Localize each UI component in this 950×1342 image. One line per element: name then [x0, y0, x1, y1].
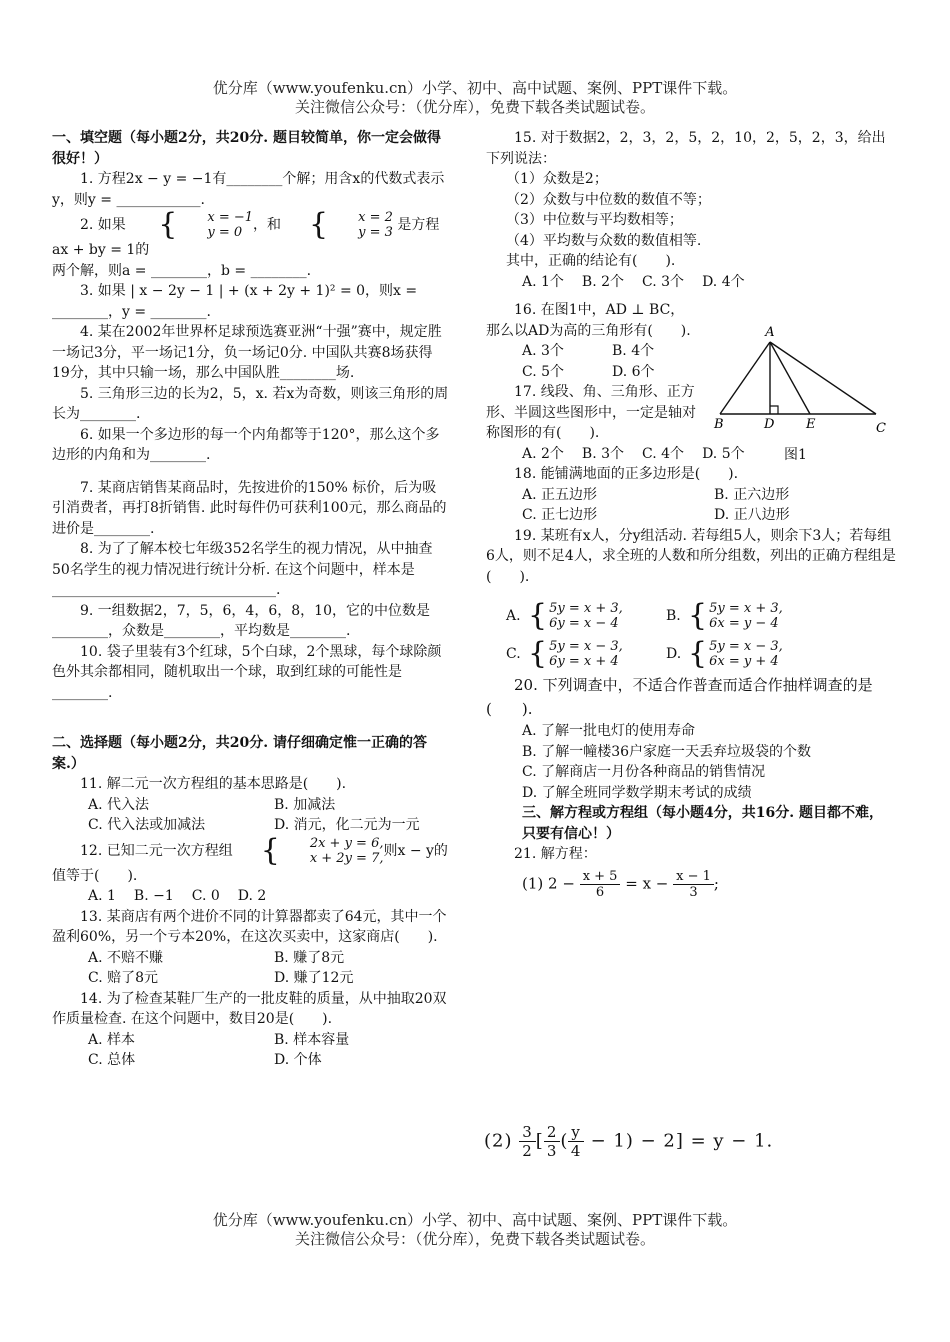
option-b: B. 正六边形: [714, 486, 790, 503]
question-15: 15. 对于数据2，2，3，2，5，2，10，2，5，2，3，给出下列说法：: [486, 130, 886, 167]
option-d: D. 5个: [702, 445, 745, 462]
left-column: [52, 128, 450, 1071]
fraction: [568, 1123, 583, 1160]
fraction: [580, 869, 621, 900]
equation: 5y = x + 3,: [549, 601, 623, 616]
numerator: 3: [519, 1123, 536, 1142]
option-c: C. 3个: [642, 273, 685, 290]
option-b: B. 4个: [612, 343, 655, 359]
question-1: 1. 方程2x − y = −1有________个解；用含x的代数式表示y，则y = ____________.: [52, 171, 445, 208]
question-12-text-a: 12. 已知二元一次方程组: [80, 842, 233, 859]
equation: 5y = x − 3,: [549, 639, 623, 654]
segment-AC: [770, 342, 876, 414]
section-1-title: 一、填空题（每小题2分，共20分. 题目较简单，你一定会做得很好！）: [52, 130, 441, 167]
option-a: A. 正五边形: [522, 486, 598, 503]
option-d: D. 了解全班同学数学期末考试的成绩: [522, 784, 752, 801]
option-a: A. 1: [88, 888, 116, 904]
equation-part: (2): [484, 1130, 513, 1152]
question-12-options: [52, 886, 450, 907]
denominator: 2: [522, 1142, 533, 1160]
option-b: B. { 5y = x + 3, 6x = y − 4: [666, 598, 783, 633]
equation: x = 2: [358, 210, 393, 225]
question-8: 8. 为了了解本校七年级352名学生的视力情况，从中抽查50名学生的视力情况进行统计分析. 在这个问题中，样本是________________________________.: [52, 541, 433, 598]
option-b: B. 3个: [581, 445, 625, 462]
question-12-system: { 2x + y = 6, x + 2y = 7,: [260, 832, 384, 868]
question-15-options: [486, 272, 896, 293]
option-label: B.: [666, 607, 681, 624]
footer-line-1: 优分库（www.youfenku.cn）小学、初中、高中试题、案例、PPT课件下载。: [212, 1211, 738, 1229]
section-2-title: 二、选择题（每小题2分，共20分. 请仔细确定惟一正确的答案.）: [52, 735, 427, 772]
question-3: 3. 如果 | x − 2y − 1 | + (x + 2y + 1)² = 0，则x = ________，y = ________.: [52, 283, 418, 320]
option-label: D.: [666, 645, 682, 662]
option-b: B. 了解一幢楼36户家庭一天丢弃垃圾袋的个数: [522, 743, 812, 760]
label-E: E: [806, 417, 816, 432]
question-9: 9. 一组数据2，7，5，6，4，6，8，10，它的中位数是________，众数是________，平均数是________.: [52, 602, 430, 639]
segment-AB: [720, 342, 770, 414]
equation-part: ;: [713, 874, 719, 892]
fraction: [519, 1123, 536, 1160]
header-line-1: 优分库（www.youfenku.cn）小学、初中、高中试题、案例、PPT课件下载。: [212, 79, 738, 97]
option-c: C. 正七边形: [522, 507, 598, 523]
question-13-options-1: [52, 948, 450, 969]
label-B: B: [714, 417, 724, 432]
equation-part: − 1) − 2] = y − 1.: [590, 1130, 774, 1152]
numerator: y: [568, 1123, 583, 1142]
equation: 2x + y = 6,: [309, 835, 384, 851]
equation: y = 3: [358, 225, 393, 240]
equation-part: = x −: [625, 874, 669, 892]
option-c: C. 0: [191, 888, 220, 904]
option-d: D. 4个: [702, 273, 745, 290]
fraction: [544, 1123, 561, 1160]
question-16: 16. 在图1中，AD ⊥ BC，那么以AD为高的三角形有( ).: [486, 302, 691, 339]
question-6: 6. 如果一个多边形的每一个内角都等于120°，那么这个多边形的内角和为________.: [52, 426, 440, 463]
footer-banner: [0, 1211, 950, 1249]
option-c: C. 了解商店一月份各种商品的销售情况: [522, 764, 766, 780]
question-2: [52, 207, 450, 261]
question-21: 21. 解方程：: [514, 846, 597, 862]
option-d: D. 个体: [274, 1052, 322, 1068]
equation: x + 2y = 7,: [309, 850, 384, 866]
equation: 5y = x − 3,: [709, 639, 783, 654]
option-a: A. 1个: [522, 273, 564, 290]
equation-part: (: [560, 1130, 569, 1152]
question-2-text-b: 是方程ax + by = 1的: [52, 217, 440, 258]
option-a: A. 了解一批电灯的使用寿命: [522, 723, 696, 739]
option-d: D. 2: [237, 888, 267, 904]
option-c: C. { 5y = x − 3, 6y = x + 4: [506, 636, 623, 671]
question-10: 10. 袋子里装有3个红球，5个白球，2个黑球，每个球除颜色外其余都相同，随机取出一个球，取到红球的可能性是________.: [52, 643, 442, 701]
equation: 6y = x + 4: [549, 654, 619, 669]
question-4: 4. 某在2002年世界杯足球预选赛亚洲“十强”赛中，规定胜一场记3分，平一场记1分，负一场记0分. 中国队共赛8场获得19分，其中只输一场，那么中国队胜________场.: [52, 324, 442, 381]
question-19: 19. 某班有x人，分y组活动. 若每组5人，则余下3人；若每组6人，则不足4人，求全班的人数和所分组数，列出的正确方程组是( ).: [486, 527, 896, 585]
question-5: 5. 三角形三边的长为2，5，x. 若x为奇数，则该三角形的周长为________.: [52, 385, 449, 422]
question-15-prompt: 其中，正确的结论有( ).: [506, 253, 676, 269]
denominator: 4: [570, 1142, 582, 1160]
option-c: C. 代入法或加减法: [88, 817, 206, 833]
question-2-system-2: { x = 2 y = 3: [309, 207, 393, 242]
option-b: B. 2个: [581, 273, 625, 290]
equation-part: (1) 2 −: [522, 874, 575, 892]
equation: 6x = y + 4: [709, 654, 779, 669]
question-17: 17. 线段、角、三角形、正方形、半圆这些图形中，一定是轴对称图形的有( ).: [486, 384, 696, 441]
option-b: B. 赚了8元: [274, 949, 345, 966]
question-17-options: [486, 444, 896, 465]
question-19-options-1: [486, 597, 896, 635]
statement-4: （4）平均数与众数的数值相等.: [506, 232, 702, 249]
statement-3: （3）中位数与平均数相等；: [506, 212, 683, 228]
numerator: x + 5: [580, 869, 621, 885]
footer-line-2: 关注微信公众号：（优分库），免费下载各类试题试卷。: [294, 1230, 655, 1248]
label-A: A: [765, 325, 775, 340]
option-a: A. 样本: [88, 1031, 136, 1048]
question-19-options-2: [486, 635, 896, 673]
denominator: 3: [689, 884, 698, 900]
question-11-options-1: [52, 795, 450, 816]
label-D: D: [764, 417, 775, 432]
question-12-text-b: 则x − y的: [383, 842, 448, 859]
option-d: D. 消元，化二元为一元: [274, 817, 420, 833]
denominator: 6: [595, 884, 605, 900]
question-14-options-2: [52, 1050, 450, 1071]
question-18-options-1: [486, 485, 896, 506]
segment-AE: [770, 342, 810, 414]
numerator: x − 1: [673, 869, 714, 885]
option-c: C. 4个: [642, 445, 685, 462]
question-16-options-2: [486, 362, 692, 383]
equation-part: [: [535, 1130, 544, 1152]
option-c: C. 总体: [88, 1052, 136, 1068]
question-13-options-2: [52, 968, 450, 989]
equation: 6x = y − 4: [709, 616, 779, 631]
option-d: D. { 5y = x − 3, 6x = y + 4: [666, 636, 783, 671]
figure-caption: 图1: [784, 447, 807, 463]
question-14-options-1: [52, 1030, 450, 1051]
header-line-2: 关注微信公众号：（优分库），免费下载各类试题试卷。: [294, 98, 655, 116]
option-b: B. 加减法: [274, 796, 336, 813]
question-11-options-2: [52, 815, 450, 836]
question-11: 11. 解二元一次方程组的基本思路是( ).: [80, 776, 347, 792]
question-2-system-1: { x = −1 y = 0: [158, 207, 254, 242]
option-a: A. 代入法: [88, 796, 150, 813]
equation-2: [484, 1123, 773, 1160]
header-banner: [0, 79, 950, 117]
option-a: A. { 5y = x + 3, 6y = x − 4: [506, 598, 623, 633]
question-13: 13. 某商店有两个进价不同的计算器都卖了64元，其中一个盈利60%，另一个亏本20%，在这次买卖中，这家商店( ).: [52, 908, 447, 945]
option-c: C. 5个: [522, 363, 565, 380]
right-column: [486, 128, 896, 900]
statement-2: （2）众数与中位数的数值不等；: [506, 191, 711, 208]
equation: 6y = x − 4: [549, 616, 619, 631]
option-d: D. 正八边形: [714, 507, 790, 523]
label-C: C: [876, 421, 886, 436]
question-20: 20. 下列调查中，不适合作普查而适合作抽样调查的是( ).: [486, 676, 873, 718]
option-label: C.: [506, 645, 521, 662]
question-14: 14. 为了检查某鞋厂生产的一批皮鞋的质量，从中抽取20双作质量检查. 在这个问题中，数目20是( ).: [52, 990, 447, 1027]
section-3-title: 三、解方程或方程组（每小题4分，共16分. 题目都不难，只要有信心！）: [522, 805, 883, 842]
right-angle-mark: [770, 406, 778, 414]
numerator: 2: [544, 1123, 561, 1142]
option-label: A.: [506, 607, 521, 624]
option-a: A. 2个: [522, 445, 564, 462]
question-2-continued: 两个解，则a = ________，b = ________.: [52, 262, 312, 279]
question-2-and: ，和: [253, 217, 282, 233]
denominator: 3: [546, 1142, 558, 1160]
option-b: B. 样本容量: [274, 1031, 350, 1048]
question-12: [52, 832, 450, 868]
option-a: A. 3个: [522, 343, 564, 359]
option-d: D. 6个: [612, 363, 655, 380]
equation: x = −1: [207, 210, 254, 225]
equation: 5y = x + 3,: [709, 601, 783, 616]
question-2-text-a: 2. 如果: [80, 217, 126, 233]
question-18: 18. 能铺满地面的正多边形是( ).: [514, 466, 739, 482]
option-d: D. 赚了12元: [274, 970, 354, 986]
fraction: [673, 869, 714, 900]
question-7: 7. 某商店销售某商品时，先按进价的150% 标价，后为吸引消费者，再打8折销售. 此时每件仍可获利100元，那么商品的进价是________.: [52, 479, 447, 537]
equation-1: [486, 869, 896, 900]
statement-1: （1）众数是2；: [506, 171, 608, 187]
option-b: B. −1: [133, 888, 174, 904]
equation: y = 0: [207, 225, 243, 240]
triangle-figure: [700, 322, 900, 442]
question-18-options-2: [486, 505, 896, 526]
option-a: A. 不赔不赚: [88, 949, 164, 966]
option-c: C. 赔了8元: [88, 970, 159, 986]
question-12-continued: 值等于( ).: [52, 867, 138, 884]
question-16-options-1: [486, 341, 692, 362]
